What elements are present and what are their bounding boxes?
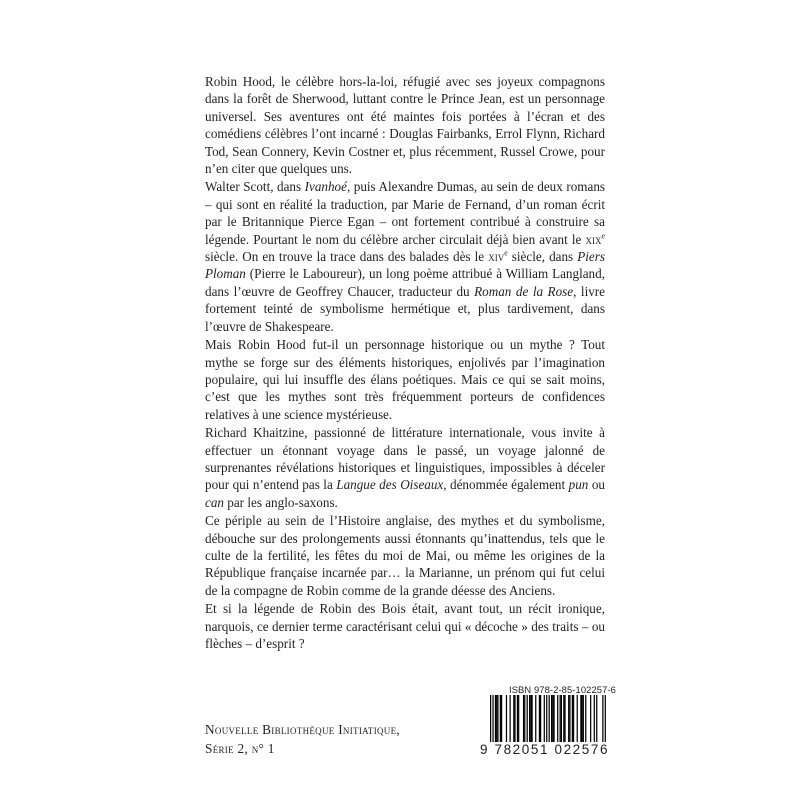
series-imprint bbox=[205, 720, 400, 758]
barcode-bar bbox=[527, 695, 528, 744]
text-run: siècle, dans bbox=[507, 249, 578, 265]
text-run: pun bbox=[568, 477, 589, 493]
barcode-bar bbox=[590, 695, 591, 744]
barcode-bar bbox=[500, 695, 501, 744]
barcode-bar bbox=[580, 695, 581, 744]
text-run: , puis Alexandre Dumas, au sein de deux romans – qui sont en réalité la traduction, par Marie de Fernand, d’un roman écrit par le Britannique Pierce Egan – ont fortement contribué à construire sa légende. Pourtant le nom du célèbre archer circulait déjà bien avant le bbox=[205, 179, 606, 247]
barcode-bar bbox=[560, 695, 561, 744]
barcode-bar bbox=[583, 695, 584, 744]
text-run: siècle. On en trouve la trace dans des balades dès le bbox=[205, 249, 489, 265]
barcode-bar bbox=[564, 695, 565, 744]
text-run: Piers Ploman bbox=[205, 249, 605, 282]
series-line-1: Nouvelle Bibliothèque Initiatique, bbox=[205, 722, 401, 737]
barcode-bar bbox=[572, 695, 573, 744]
text-run: Richard Khaitzine, passionné de littérature internationale, vous invite à effectuer un étonnant voyage dans le passé, un voyage jalonné de surprenantes révélations historiques et linguistiques, impossibles à déceler pour qui n’entend pas la bbox=[205, 425, 605, 493]
barcode-bar bbox=[501, 695, 502, 744]
barcode-bar bbox=[596, 695, 597, 744]
text-run: Ivanhoé bbox=[304, 179, 347, 195]
barcode-digits: 9 782051 022576 bbox=[480, 742, 610, 757]
text-run: xix bbox=[585, 231, 602, 247]
barcode-bar bbox=[577, 695, 578, 744]
text-run: par les anglo-saxons. bbox=[223, 494, 338, 510]
barcode-bar bbox=[539, 695, 540, 744]
text-run: Et si la légende de Robin des Bois était, avant tout, un récit ironique, narquois, ce dernier terme caractérisant celui qui « décoche » des traits – ou flèches – d’esprit ? bbox=[205, 601, 605, 651]
barcode-bar bbox=[553, 695, 554, 744]
text-run: Roman de la Rose bbox=[474, 283, 574, 299]
barcode-bar bbox=[518, 695, 519, 744]
blurb-paragraph bbox=[205, 600, 605, 652]
blurb-paragraph bbox=[205, 336, 605, 423]
text-run: , dénommée également bbox=[443, 477, 569, 493]
barcode-bar bbox=[497, 695, 498, 744]
barcode-bar bbox=[594, 695, 595, 744]
barcode-bar bbox=[561, 695, 562, 744]
barcode-bar bbox=[523, 695, 524, 744]
text-run: Walter Scott, dans bbox=[205, 179, 305, 195]
barcode-bar bbox=[563, 695, 564, 744]
barcode-bar bbox=[568, 695, 569, 744]
barcode-bar bbox=[585, 695, 586, 744]
text-run: Robin Hood, le célèbre hors-la-loi, réfugié avec ses joyeux compagnons dans la forêt de Sherwood, luttant contre le Prince Jean, est un personnage universel. Ses aventures ont été maintes fois portées à l’écran et des comédiens célèbres l’ont incarné : Douglas Fairbanks, Errol Flynn, Richard Tod, Sean Connery, Kevin Costner et, plus récemment, Russel Crowe, pour n’en citer que quelques uns. bbox=[205, 74, 605, 177]
barcode-bar bbox=[510, 695, 511, 744]
barcode-bar bbox=[496, 695, 497, 744]
blurb-paragraph bbox=[205, 512, 605, 599]
barcode-bar bbox=[517, 695, 518, 744]
barcode-bar bbox=[551, 695, 552, 744]
isbn-barcode bbox=[480, 684, 616, 762]
barcode-bar bbox=[573, 695, 574, 744]
barcode-bar bbox=[514, 695, 515, 744]
barcode-bar bbox=[506, 695, 507, 744]
barcode-bar bbox=[495, 695, 496, 744]
text-run: xiv bbox=[488, 249, 505, 265]
text-run: Langue des Oiseaux bbox=[336, 477, 444, 493]
barcode-bar bbox=[540, 695, 541, 744]
isbn-label: ISBN 978-2-85-102257-6 bbox=[509, 684, 616, 695]
text-run: (Pierre le Laboureur), un long poème attribué à William Langland, dans l’œuvre de Geoffrey Chaucer, traducteur du bbox=[205, 266, 605, 299]
series-line-2: Série 2, n° 1 bbox=[205, 741, 275, 756]
blurb-paragraph bbox=[205, 424, 605, 511]
text-run: Mais Robin Hood fut-il un personnage historique ou un mythe ? Tout mythe se forge sur des éléments historiques, enjolivés par l’imagination populaire, qui lui insuffle des élans poétiques. Mais ce qui se sait moins, c’est que les mythes sont très fréquemment porteurs de confidences relatives à une science mystérieuse. bbox=[205, 337, 605, 422]
barcode-bar bbox=[544, 695, 545, 744]
barcode-bar bbox=[513, 695, 514, 744]
blurb-paragraph bbox=[205, 73, 605, 177]
barcode-bar bbox=[557, 695, 558, 744]
text-run: ou bbox=[588, 477, 605, 493]
barcode-bar bbox=[524, 695, 525, 744]
blurb-text bbox=[205, 73, 605, 652]
text-run: e bbox=[504, 248, 508, 258]
barcode-bar bbox=[535, 695, 536, 744]
barcode-bar bbox=[529, 695, 530, 744]
barcode-bar bbox=[569, 695, 570, 744]
barcode-bar bbox=[582, 695, 583, 744]
text-run: can bbox=[205, 494, 224, 510]
text-run: e bbox=[601, 231, 605, 241]
barcode-bar bbox=[530, 695, 531, 744]
text-run: , livre fortement teinté de symbolisme hermétique et, plus tardivement, dans l’œuvre de Shakespeare. bbox=[205, 283, 605, 334]
blurb-paragraph bbox=[205, 178, 605, 335]
barcode-bar bbox=[552, 695, 553, 744]
text-run: Ce périple au sein de l’Histoire anglaise, des mythes et du symbolisme, débouche sur des prolongements aussi étonnants qu’inattendus, tels que le culte de la fertilité, les fêtes du moi de Mai, ou même les origines de la République française incarnée par… la Marianne, un prénom qui fut celui de la compagne de Robin comme de la grande déesse des Anciens. bbox=[205, 513, 605, 598]
barcode-bar bbox=[531, 695, 532, 744]
